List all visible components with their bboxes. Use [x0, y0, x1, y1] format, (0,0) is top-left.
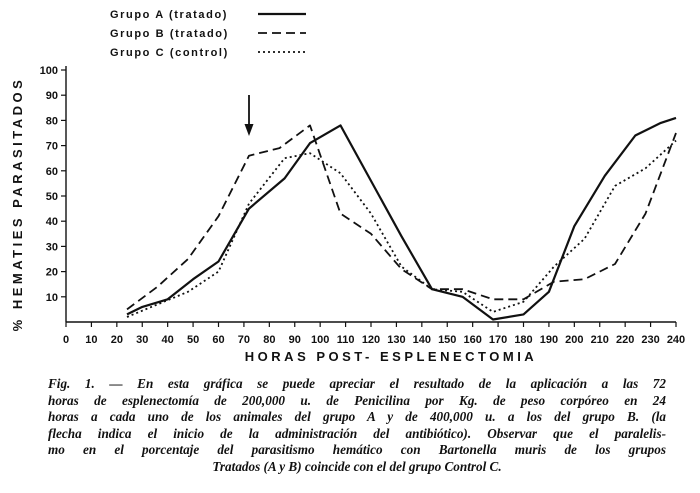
- x-tick-label: 220: [615, 334, 635, 346]
- legend: [110, 9, 306, 59]
- y-tick-label: 10: [45, 291, 58, 304]
- figure-caption: [48, 376, 666, 475]
- x-tick-label: 60: [212, 334, 225, 346]
- y-tick-label: 90: [45, 90, 58, 103]
- x-tick-label: 120: [361, 334, 381, 346]
- caption-line: mo en el porcentaje del parasitismo hemático con Bartonella muris de los grupos: [48, 442, 666, 457]
- annotations: [245, 95, 254, 136]
- series-line: [127, 118, 676, 320]
- x-tick-label: 90: [288, 334, 301, 346]
- legend-label: Grupo C (control): [110, 47, 229, 59]
- ticks: [40, 65, 686, 346]
- arrow-head: [245, 124, 254, 136]
- y-tick-label: 80: [45, 115, 58, 128]
- x-tick-label: 20: [110, 334, 123, 346]
- x-tick-label: 80: [263, 334, 276, 346]
- caption-line: flecha indica el inicio de la administración del antibiótico). Observar que el paralelis-: [48, 425, 666, 441]
- y-tick-label: 30: [45, 241, 58, 254]
- x-tick-label: 30: [136, 334, 149, 346]
- x-tick-label: 100: [310, 334, 330, 346]
- y-tick-label: 20: [45, 266, 58, 279]
- x-axis-title: HORAS POST- ESPLENECTOMIA: [244, 349, 538, 364]
- series-line: [127, 125, 676, 309]
- x-tick-label: 150: [438, 334, 457, 346]
- x-tick-label: 240: [666, 334, 686, 346]
- x-tick-label: 110: [336, 334, 355, 346]
- y-tick-label: 60: [45, 165, 58, 178]
- caption-line: Fig. 1. — En esta gráfica se puede apreciar el resultado de la aplicación a las 72: [48, 376, 666, 391]
- legend-label: Grupo A (tratado): [110, 9, 229, 21]
- y-tick-label: 100: [39, 65, 58, 77]
- x-tick-label: 160: [463, 334, 482, 346]
- y-tick-label: 40: [45, 216, 58, 229]
- x-tick-label: 10: [85, 334, 98, 346]
- x-tick-label: 180: [514, 334, 533, 346]
- caption-line: Tratados (A y B) coincide con el del grupo Control C.: [212, 458, 502, 474]
- x-tick-label: 230: [641, 334, 660, 346]
- x-tick-label: 50: [186, 334, 200, 346]
- x-tick-label: 190: [539, 334, 559, 346]
- x-tick-label: 40: [161, 334, 174, 346]
- caption-line: horas de esplenectomía de 200,000 u. de Penicilina por Kg. de peso corpóreo en 24: [48, 392, 666, 408]
- y-axis-title: % HEMATIES PARASITADOS: [10, 76, 25, 332]
- y-tick-label: 50: [45, 191, 58, 203]
- legend-label: Grupo B (tratado): [110, 28, 229, 40]
- x-tick-label: 0: [62, 334, 70, 346]
- series: [127, 118, 676, 320]
- caption-line: horas a cada uno de los animales del grupo A y de 400,000 u. a los del grupo B. (la: [48, 409, 666, 424]
- x-tick-label: 170: [488, 334, 508, 346]
- x-tick-label: 140: [412, 334, 432, 346]
- x-tick-label: 200: [565, 334, 584, 346]
- x-tick-label: 70: [237, 334, 251, 346]
- x-tick-label: 130: [387, 334, 406, 346]
- x-tick-label: 210: [590, 334, 609, 346]
- y-tick-label: 70: [45, 140, 58, 153]
